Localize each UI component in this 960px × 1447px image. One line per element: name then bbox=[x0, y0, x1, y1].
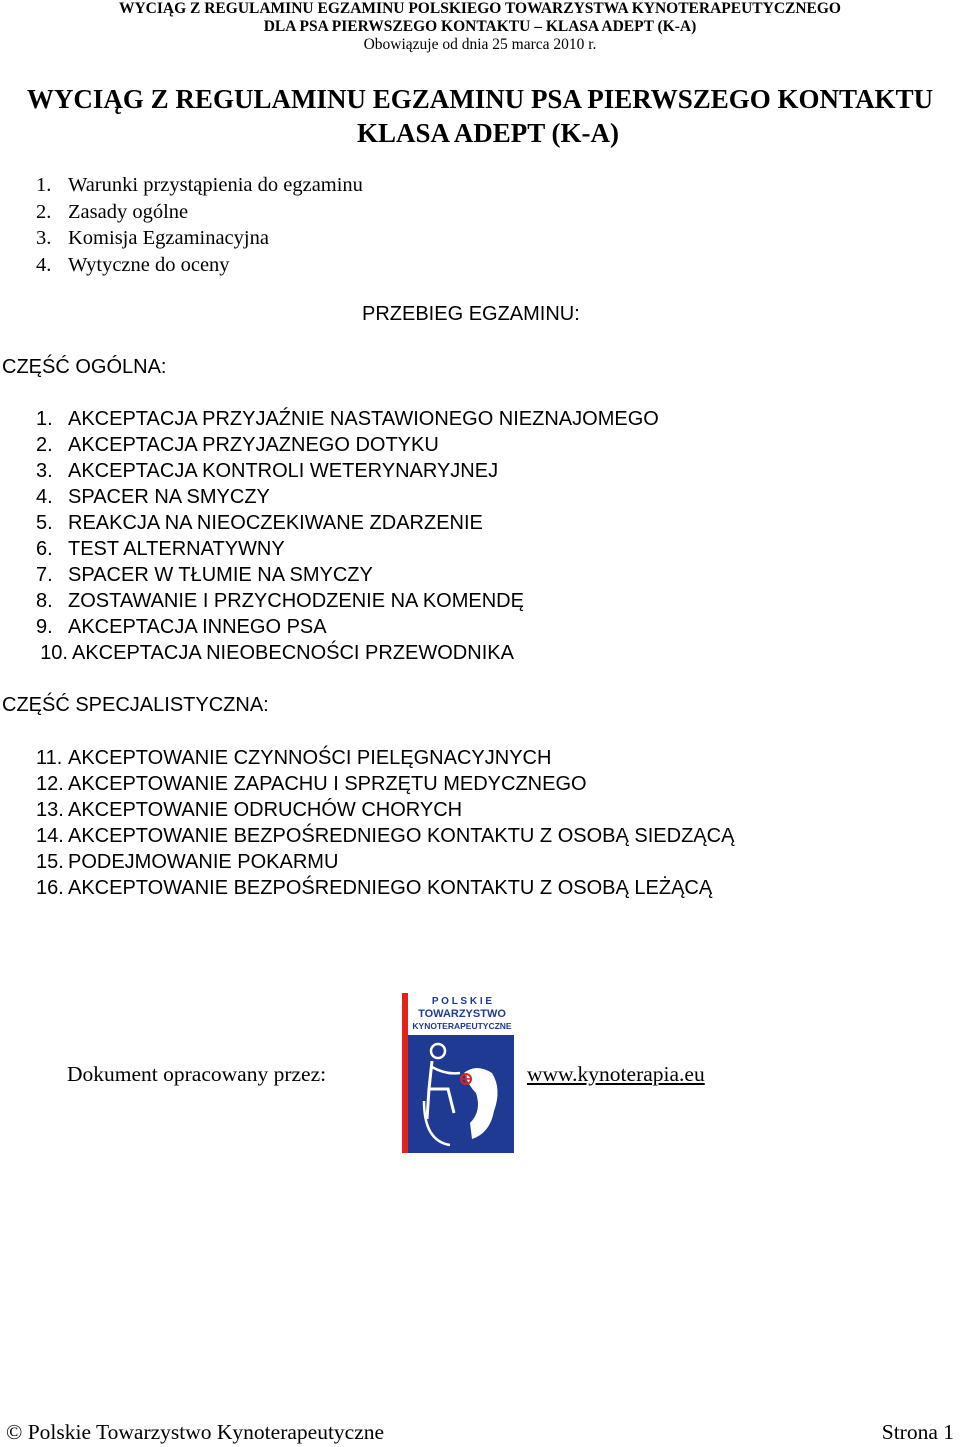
page-footer bbox=[0, 1418, 960, 1446]
list-item bbox=[36, 745, 734, 771]
list-item bbox=[36, 458, 659, 484]
item-label: AKCEPTACJA KONTROLI WETERYNARYJNEJ bbox=[68, 460, 499, 482]
list-item bbox=[36, 797, 734, 823]
website-link[interactable]: www.kynoterapia.eu bbox=[527, 1062, 705, 1086]
logo-text-line-3: KYNOTERAPEUTYCZNE bbox=[412, 1021, 512, 1031]
item-label: AKCEPTOWANIE CZYNNOŚCI PIELĘGNACYJNYCH bbox=[68, 747, 552, 769]
document-title-line-1: WYCIĄG Z REGULAMINU EGZAMINU PSA PIERWSZEGO KONTAKTU bbox=[26, 84, 934, 114]
toc-item bbox=[36, 199, 363, 226]
item-number: 13. bbox=[36, 799, 64, 821]
page-header bbox=[0, 0, 960, 54]
toc-item-number: 2. bbox=[36, 200, 52, 223]
item-label: AKCEPTACJA PRZYJAŹNIE NASTAWIONEGO NIEZNAJOMEGO bbox=[68, 408, 659, 430]
item-number: 10. bbox=[40, 642, 68, 664]
item-number: 16. bbox=[36, 877, 64, 899]
item-number: 11. bbox=[36, 747, 63, 769]
toc-item-number: 3. bbox=[36, 227, 52, 249]
item-number: 1. bbox=[36, 408, 53, 430]
prepared-by-label: Dokument opracowany przez: bbox=[67, 1062, 327, 1086]
item-label: AKCEPTOWANIE BEZPOŚREDNIEGO KONTAKTU Z OSOBĄ SIEDZĄCĄ bbox=[68, 825, 735, 847]
toc-item bbox=[36, 172, 363, 199]
specialist-items-list bbox=[36, 745, 734, 901]
list-item bbox=[36, 536, 659, 562]
toc-item-number: 1. bbox=[36, 174, 52, 196]
header-line-1: WYCIĄG Z REGULAMINU EGZAMINU POLSKIEGO TOWARZYSTWA KYNOTERAPEUTYCZNEGO bbox=[118, 0, 841, 17]
list-item bbox=[36, 771, 734, 797]
header-effective-date: Obowiązuje od dnia 25 marca 2010 r. bbox=[363, 36, 597, 53]
toc-item-label: Wytyczne do oceny bbox=[68, 253, 230, 276]
exam-heading: PRZEBIEG EGZAMINU: bbox=[362, 303, 580, 325]
toc-item bbox=[36, 252, 363, 279]
logo-text-line-1: P O L S K I E bbox=[431, 996, 493, 1007]
item-label: AKCEPTOWANIE ODRUCHÓW CHORYCH bbox=[68, 799, 463, 821]
list-item bbox=[36, 614, 659, 640]
list-item bbox=[36, 484, 659, 510]
item-label: TEST ALTERNATYWNY bbox=[68, 538, 285, 560]
page-number: Strona 1 bbox=[881, 1420, 954, 1444]
logo-emblem bbox=[408, 1035, 514, 1153]
item-label: PODEJMOWANIE POKARMU bbox=[68, 851, 339, 873]
item-number: 3. bbox=[36, 460, 53, 482]
item-label: AKCEPTOWANIE ZAPACHU I SPRZĘTU MEDYCZNEGO bbox=[68, 773, 587, 795]
table-of-contents bbox=[36, 172, 363, 278]
list-item bbox=[36, 849, 734, 875]
list-item bbox=[36, 823, 734, 849]
specialist-part-heading: CZĘŚĆ SPECJALISTYCZNA: bbox=[2, 694, 269, 716]
general-part-heading: CZĘŚĆ OGÓLNA: bbox=[2, 356, 167, 378]
item-label: AKCEPTACJA INNEGO PSA bbox=[68, 616, 327, 638]
item-label: REAKCJA NA NIEOCZEKIWANE ZDARZENIE bbox=[68, 512, 483, 534]
item-number: 8. bbox=[36, 590, 53, 612]
item-number: 15. bbox=[36, 851, 64, 873]
item-number: 5. bbox=[36, 512, 53, 534]
item-number: 6. bbox=[36, 538, 53, 560]
item-label: AKCEPTACJA NIEOBECNOŚCI PRZEWODNIKA bbox=[72, 642, 514, 664]
list-item bbox=[36, 510, 659, 536]
list-item bbox=[0, 640, 659, 666]
item-number: 14. bbox=[36, 825, 64, 847]
item-number: 12. bbox=[36, 773, 64, 795]
copyright-text: © Polskie Towarzystwo Kynoterapeutyczne bbox=[6, 1420, 385, 1444]
logo-text-line-2: TOWARZYSTWO bbox=[418, 1008, 506, 1020]
toc-item-label: Warunki przystąpienia do egzaminu bbox=[68, 174, 363, 196]
logo-red-bar bbox=[402, 993, 408, 1153]
general-items-list bbox=[36, 406, 659, 666]
toc-item-number: 4. bbox=[36, 253, 52, 276]
item-label: AKCEPTACJA PRZYJAZNEGO DOTYKU bbox=[68, 434, 439, 456]
toc-item-label: Komisja Egzaminacyjna bbox=[68, 227, 269, 249]
list-item bbox=[36, 406, 659, 432]
item-label: SPACER W TŁUMIE NA SMYCZY bbox=[68, 564, 373, 586]
toc-item bbox=[36, 225, 363, 252]
kynotherapy-logo bbox=[402, 993, 514, 1153]
item-number: 9. bbox=[36, 616, 53, 638]
list-item bbox=[36, 562, 659, 588]
document-title-line-2: KLASA ADEPT (K-A) bbox=[356, 118, 620, 148]
item-label: AKCEPTOWANIE BEZPOŚREDNIEGO KONTAKTU Z OSOBĄ LEŻĄCĄ bbox=[68, 877, 713, 899]
toc-item-label: Zasady ogólne bbox=[68, 200, 189, 223]
item-label: SPACER NA SMYCZY bbox=[68, 486, 270, 508]
item-number: 4. bbox=[36, 486, 53, 508]
item-number: 7. bbox=[36, 564, 53, 586]
item-number: 2. bbox=[36, 434, 53, 456]
list-item bbox=[36, 588, 659, 614]
item-label: ZOSTAWANIE I PRZYCHODZENIE NA KOMENDĘ bbox=[68, 590, 524, 612]
list-item bbox=[36, 432, 659, 458]
header-line-2: DLA PSA PIERWSZEGO KONTAKTU – KLASA ADEPT (K-A) bbox=[263, 18, 697, 35]
list-item bbox=[36, 875, 734, 901]
